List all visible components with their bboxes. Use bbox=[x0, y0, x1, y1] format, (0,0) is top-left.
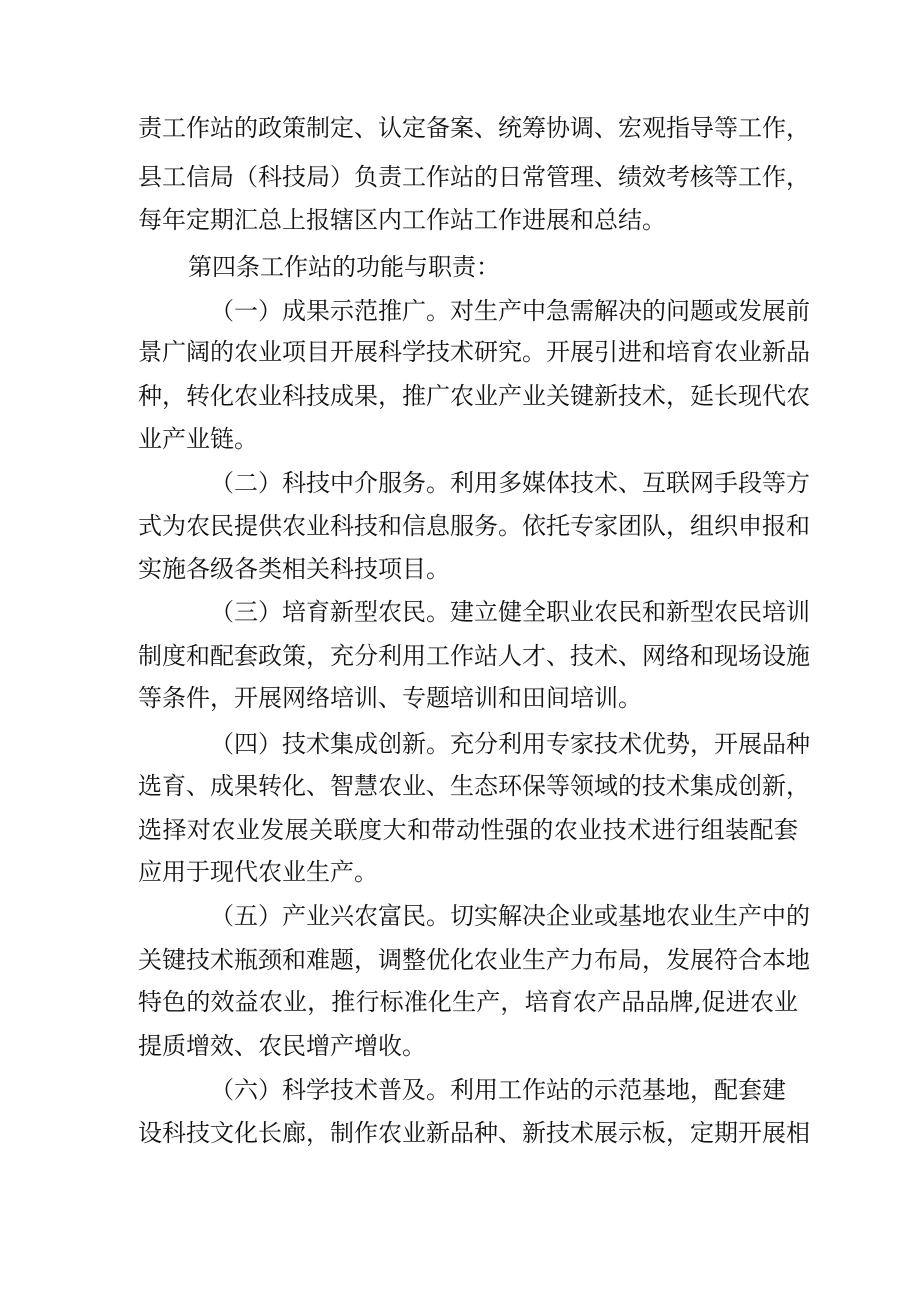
text-line: （一）成果示范推广。对生产中急需解决的问题或发展前 bbox=[210, 297, 810, 325]
text-line: 种，转化农业科技成果，推广农业产业关键新技术，延长现代农 bbox=[138, 382, 810, 410]
text-line: 选育、成果转化、智慧农业、生态环保等领域的技术集成创新， bbox=[138, 772, 810, 800]
text-line: 关键技术瓶颈和难题，调整优化农业生产力布局，发展符合本地 bbox=[138, 946, 810, 974]
text-line: 每年定期汇总上报辖区内工作站工作进展和总结。 bbox=[138, 206, 666, 234]
text-line: 等条件，开展网络培训、专题培训和田间培训。 bbox=[138, 684, 642, 712]
text-line: 业产业链。 bbox=[138, 425, 258, 453]
text-line: 制度和配套政策，充分利用工作站人才、技术、网络和现场设施 bbox=[138, 642, 810, 670]
text-line: 特色的效益农业，推行标准化生产，培育农产品品牌,促进农业 bbox=[138, 988, 798, 1016]
text-line: （六）科学技术普及。利用工作站的示范基地，配套建 bbox=[210, 1076, 786, 1104]
text-line: 责工作站的政策制定、认定备案、统筹协调、宏观指导等工作， bbox=[138, 114, 810, 142]
text-line: 提质增效、农民增产增收。 bbox=[138, 1032, 426, 1060]
text-line: （四）技术集成创新。充分利用专家技术优势，开展品种 bbox=[210, 730, 810, 758]
text-line: （五）产业兴农富民。切实解决企业或基地农业生产中的 bbox=[210, 902, 810, 930]
text-line: 应用于现代农业生产。 bbox=[138, 858, 378, 886]
text-line: （二）科技中介服务。利用多媒体技术、互联网手段等方 bbox=[210, 469, 810, 497]
text-line: 县工信局（科技局）负责工作站的日常管理、绩效考核等工作， bbox=[138, 163, 810, 191]
text-line: 选择对农业发展关联度大和带动性强的农业技术进行组装配套 bbox=[138, 816, 798, 844]
text-line: （三）培育新型农民。建立健全职业农民和新型农民培训 bbox=[210, 598, 810, 626]
text-line: 景广阔的农业项目开展科学技术研究。开展引进和培育农业新品 bbox=[138, 338, 810, 366]
text-line: 设科技文化长廊，制作农业新品种、新技术展示板，定期开展相 bbox=[138, 1119, 810, 1147]
article-heading: 第四条工作站的功能与职责： bbox=[188, 253, 500, 281]
text-line: 实施各级各类相关科技项目。 bbox=[138, 555, 450, 583]
text-line: 式为农民提供农业科技和信息服务。依托专家团队，组织申报和 bbox=[138, 512, 810, 540]
